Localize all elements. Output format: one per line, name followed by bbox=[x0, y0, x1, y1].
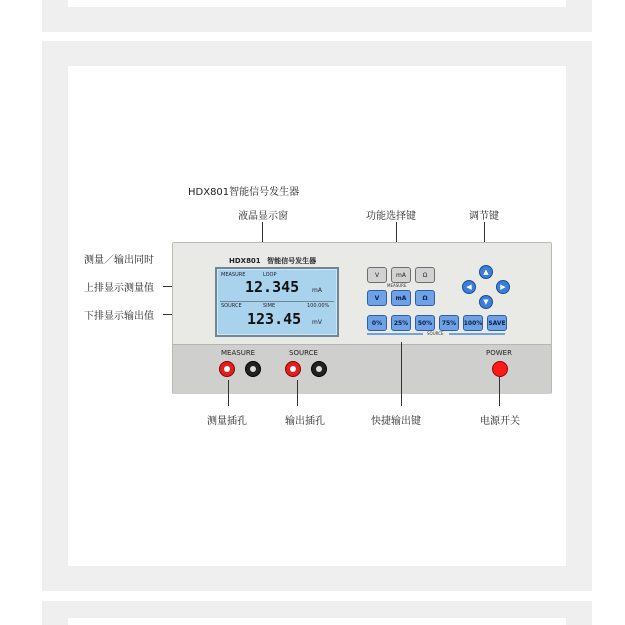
lcd-lower-label-right: 100.00% bbox=[307, 303, 330, 309]
top-section-card bbox=[68, 0, 566, 7]
callout-lcd-window: 液晶显示窗 bbox=[238, 211, 288, 222]
measure-caption: MEASURE bbox=[387, 283, 407, 288]
callout-line-quick-output bbox=[401, 342, 402, 406]
source-caption-bar-right bbox=[449, 333, 505, 335]
quick-key-save[interactable]: SAVE bbox=[487, 315, 507, 331]
source-terminal-label: SOURCE bbox=[289, 349, 318, 357]
bottom-section-band bbox=[42, 601, 592, 625]
callout-upper-row: 上排显示测量值 bbox=[84, 283, 154, 294]
lcd-divider bbox=[220, 301, 334, 302]
measure-jack-red[interactable] bbox=[219, 361, 235, 377]
source-jack-red[interactable] bbox=[285, 361, 301, 377]
quick-key-0[interactable]: 0% bbox=[367, 315, 387, 331]
source-v-key[interactable]: V bbox=[367, 290, 387, 306]
nav-right-key[interactable]: ▶ bbox=[496, 280, 510, 294]
quick-key-25[interactable]: 25% bbox=[391, 315, 411, 331]
lcd-upper-label-left: MEASURE bbox=[221, 272, 246, 278]
callout-output-jack: 输出插孔 bbox=[285, 416, 325, 427]
callout-quick-output: 快捷输出键 bbox=[371, 416, 421, 427]
lcd-upper-unit: mA bbox=[312, 287, 322, 294]
device-name: 智能信号发生器 bbox=[267, 257, 317, 265]
quick-key-100[interactable]: 100% bbox=[463, 315, 483, 331]
nav-up-key[interactable]: ▲ bbox=[479, 265, 493, 279]
callout-power-switch: 电源开关 bbox=[480, 416, 520, 427]
power-button[interactable] bbox=[492, 361, 508, 377]
callout-line-power bbox=[499, 376, 500, 406]
callout-function-select: 功能选择键 bbox=[366, 211, 416, 222]
source-caption-bar-left bbox=[367, 333, 423, 335]
lcd-lower-label-left: SOURCE bbox=[221, 303, 242, 309]
callout-adjust-keys: 调节键 bbox=[469, 211, 499, 222]
product-title: HDX801智能信号发生器 bbox=[188, 187, 300, 198]
callout-line-measure-jack bbox=[228, 380, 229, 406]
callout-lower-row: 下排显示输出值 bbox=[84, 311, 154, 322]
measure-jack-black[interactable] bbox=[245, 361, 261, 377]
source-ohm-key[interactable]: Ω bbox=[415, 290, 435, 306]
nav-left-key[interactable]: ◀ bbox=[462, 280, 476, 294]
lcd-lower-unit: mV bbox=[312, 319, 322, 326]
source-ma-key[interactable]: mA bbox=[391, 290, 411, 306]
measure-ma-key[interactable]: mA bbox=[391, 267, 411, 283]
lcd-display bbox=[215, 267, 339, 337]
source-caption: SOURCE bbox=[427, 331, 444, 336]
signal-generator-device bbox=[172, 242, 552, 394]
measure-ohm-key[interactable]: Ω bbox=[415, 267, 435, 283]
source-jack-black[interactable] bbox=[311, 361, 327, 377]
device-title bbox=[229, 256, 316, 266]
quick-key-75[interactable]: 75% bbox=[439, 315, 459, 331]
lcd-upper-label-right: LOOP bbox=[263, 272, 277, 278]
lcd-lower-label-mid: SIME bbox=[263, 303, 276, 309]
callout-line-output-jack bbox=[297, 380, 298, 406]
measure-v-key[interactable]: V bbox=[367, 267, 387, 283]
quick-key-50[interactable]: 50% bbox=[415, 315, 435, 331]
top-section-band bbox=[42, 0, 592, 32]
device-model: HDX801 bbox=[229, 257, 261, 265]
callout-measure-jack: 测量插孔 bbox=[207, 416, 247, 427]
nav-down-key[interactable]: ▼ bbox=[479, 295, 493, 309]
lcd-lower-value: 123.45 bbox=[247, 310, 302, 328]
measure-terminal-label: MEASURE bbox=[221, 349, 256, 357]
lcd-upper-value: 12.345 bbox=[245, 278, 300, 296]
bottom-section-card bbox=[68, 618, 566, 625]
callout-measure-output-same-time: 测量／输出同时 bbox=[84, 255, 154, 266]
power-label: POWER bbox=[486, 349, 512, 357]
